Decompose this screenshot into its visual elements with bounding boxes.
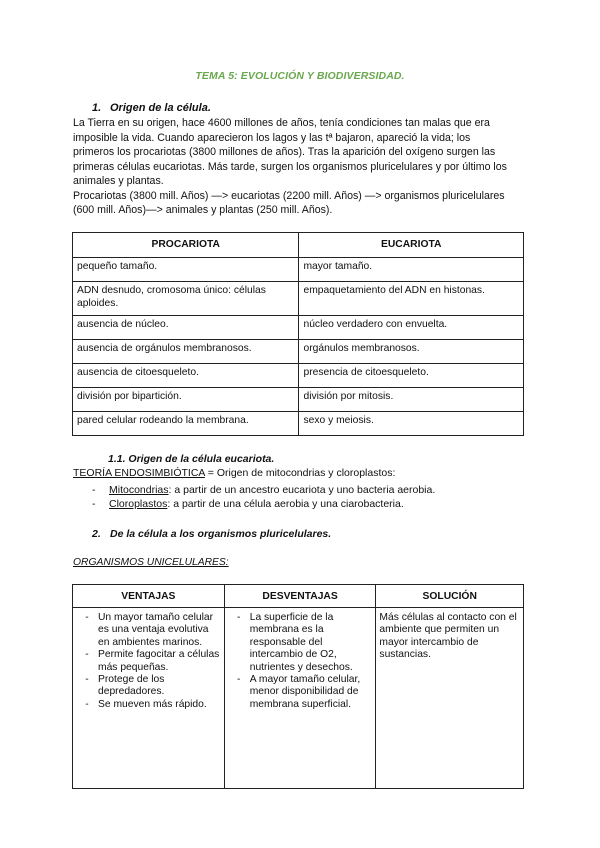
section-1-heading bbox=[92, 102, 211, 114]
bullet-term: Cloroplastos bbox=[109, 498, 168, 510]
header-ventajas: VENTAJAS bbox=[73, 585, 225, 608]
table-header-eucariota: EUCARIOTA bbox=[299, 233, 524, 258]
ventaja-text: Protege de los depredadores. bbox=[98, 674, 165, 698]
list-item: - Permite fagocitar a células más pequeñas. bbox=[85, 649, 220, 673]
procariota-eucariota-table bbox=[72, 232, 524, 436]
header-solucion: SOLUCIÓN bbox=[376, 585, 524, 608]
ventajas-cell bbox=[73, 608, 225, 789]
desventaja-text: La superficie de la membrana es la responsable del intercambio de O2, nutrientes y desechos. bbox=[249, 612, 353, 673]
ventaja-text: Permite fagocitar a células más pequeñas. bbox=[98, 649, 220, 673]
paragraph-line: primeras células eucariotas. Más tarde, surgen los organismos pluricelulares y por último los bbox=[73, 160, 507, 173]
list-item: - Se mueven más rápido. bbox=[85, 698, 207, 710]
table-header-procariota: PROCARIOTA bbox=[73, 233, 299, 258]
solucion-cell bbox=[376, 608, 524, 789]
theory-label: TEORÍA ENDOSIMBIÓTICA bbox=[73, 467, 205, 479]
list-item: - A mayor tamaño celular, menor disponibilidad de membrana superficial. bbox=[228, 674, 373, 711]
table-cell: ADN desnudo, cromosoma único: células aploides. bbox=[73, 282, 299, 316]
dash-bullet: - bbox=[92, 484, 96, 496]
list-item: - La superficie de la membrana es la responsable del intercambio de O2, nutrientes y desechos. bbox=[228, 612, 373, 674]
table-row bbox=[73, 608, 524, 789]
table-row bbox=[73, 412, 524, 436]
table-row bbox=[73, 340, 524, 364]
theory-text: = Origen de mitocondrias y cloroplastos: bbox=[204, 467, 396, 479]
paragraph-line: primeros los procariotas (3800 millones de años). Tras la aparición del oxígeno surgen las bbox=[73, 146, 496, 158]
table-cell: ausencia de citoesqueleto. bbox=[73, 364, 299, 388]
dash-bullet: - bbox=[92, 498, 96, 510]
endosymbiotic-theory-line bbox=[73, 467, 395, 480]
section-2-number: 2. bbox=[92, 528, 101, 540]
table-row bbox=[73, 258, 524, 282]
bullet-term: Mitocondrias bbox=[109, 484, 169, 496]
table-cell: núcleo verdadero con envuelta. bbox=[299, 316, 524, 340]
section-1-paragraph bbox=[73, 116, 533, 218]
unicellular-label: ORGANISMOS UNICELULARES: bbox=[73, 557, 229, 568]
paragraph-line: Procariotas (3800 mill. Años) —> eucariotas (2200 mill. Años) —> organismos pluricelulares bbox=[73, 189, 505, 202]
paragraph-line: imposible la vida. Cuando aparecieron los lagos y las tª bajaron, apareció la vida; los bbox=[73, 131, 471, 144]
table-cell: mayor tamaño. bbox=[299, 258, 524, 282]
table-row bbox=[73, 316, 524, 340]
table-cell: orgánulos membranosos. bbox=[299, 340, 524, 364]
list-item bbox=[92, 484, 435, 497]
subsection-heading: 1.1. Origen de la célula eucariota. bbox=[108, 453, 275, 465]
table-cell: división por bipartición. bbox=[73, 388, 299, 412]
bullet-text: : a partir de un ancestro eucariota y uno bacteria aerobia. bbox=[168, 484, 436, 496]
table-cell: división por mitosis. bbox=[299, 388, 524, 412]
table-row bbox=[73, 388, 524, 412]
ventaja-text: Un mayor tamaño celular es una ventaja evolutiva en ambientes marinos. bbox=[98, 612, 214, 648]
table-header-row bbox=[73, 233, 524, 258]
paragraph-line: (600 mill. Años)—> animales y plantas (250 mill. Años). bbox=[73, 204, 333, 216]
section-2-title: De la célula a los organismos pluricelulares. bbox=[110, 528, 332, 540]
table-row bbox=[73, 364, 524, 388]
header-desventajas: DESVENTAJAS bbox=[224, 585, 376, 608]
table-cell: pequeño tamaño. bbox=[73, 258, 299, 282]
ventajas-desventajas-table bbox=[72, 584, 524, 789]
table-header-row bbox=[73, 585, 524, 608]
section-2-heading bbox=[92, 528, 331, 540]
section-1-title: Origen de la célula. bbox=[110, 102, 211, 114]
list-item bbox=[92, 498, 404, 511]
page-title: TEMA 5: EVOLUCIÓN Y BIODIVERSIDAD. bbox=[195, 70, 405, 82]
list-item: - Protege de los depredadores. bbox=[76, 674, 221, 699]
table-cell: ausencia de orgánulos membranosos. bbox=[73, 340, 299, 364]
paragraph-line: La Tierra en su origen, hace 4600 millones de años, tenía condiciones tan malas que era bbox=[73, 117, 490, 129]
section-1-number: 1. bbox=[92, 102, 102, 114]
list-item: - Un mayor tamaño celular es una ventaja evolutiva en ambientes marinos. bbox=[76, 612, 221, 649]
table-cell: presencia de citoesqueleto. bbox=[299, 364, 524, 388]
paragraph-line: animales y plantas. bbox=[73, 175, 164, 187]
ventaja-text: Se mueven más rápido. bbox=[98, 698, 207, 710]
desventaja-text: A mayor tamaño celular, menor disponibilidad de membrana superficial. bbox=[249, 674, 361, 710]
table-cell: ausencia de núcleo. bbox=[73, 316, 299, 340]
bullet-text: : a partir de una célula aerobia y una ciarobacteria. bbox=[167, 498, 404, 510]
table-cell: pared celular rodeando la membrana. bbox=[73, 412, 299, 436]
solucion-text: Más células al contacto con el ambiente que permiten un mayor intercambio de sustancias. bbox=[379, 612, 517, 661]
desventajas-cell bbox=[224, 608, 376, 789]
table-cell: sexo y meiosis. bbox=[299, 412, 524, 436]
table-cell: empaquetamiento del ADN en histonas. bbox=[299, 282, 524, 316]
table-row bbox=[73, 282, 524, 316]
